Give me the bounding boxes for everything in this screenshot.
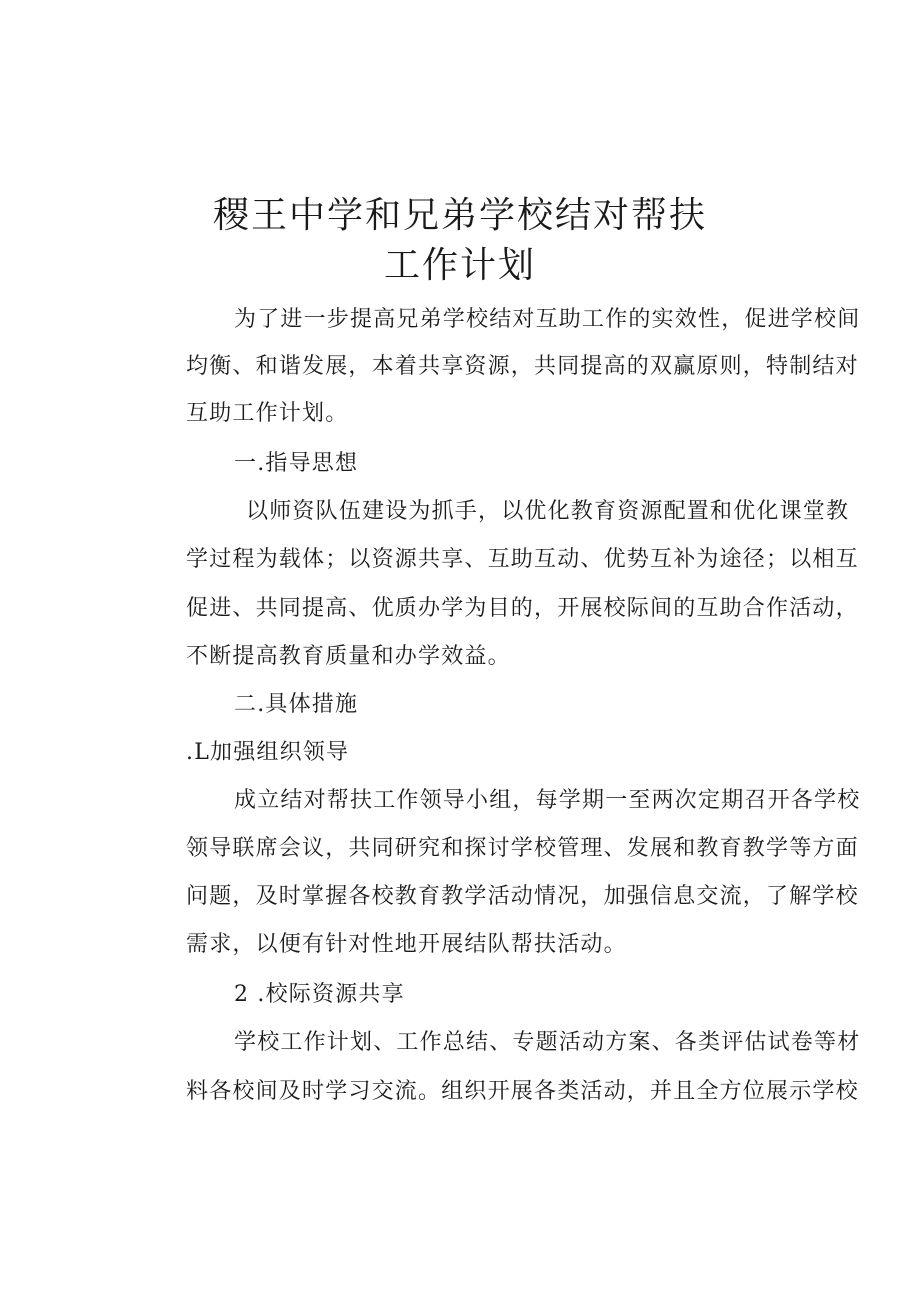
item-2-line-2: 料各校间及时学习交流。组织开展各类活动，并且全方位展示学校 [186, 1079, 859, 1104]
item-1-heading: .L加强组织领导 [186, 740, 350, 765]
item-1-line-4: 需求，以便有针对性地开展结队帮扶活动。 [186, 932, 627, 957]
item-1-line-2: 领导联席会议，共同研究和探讨学校管理、发展和教育教学等方面 [186, 836, 859, 861]
item-1-line-3: 问题，及时掌握各校教育教学活动情况，加强信息交流，了解学校 [186, 884, 859, 909]
intro-line-1: 为了进一步提高兄弟学校结对互助工作的实效性，促进学校间 [234, 307, 861, 332]
section-1-line-3: 促进、共同提高、优质办学为目的，开展校际间的互助合作活动， [186, 596, 859, 621]
section-1-line-4: 不断提高教育质量和办学效益。 [186, 644, 511, 669]
section-1-heading: 一.指导思想 [234, 451, 359, 476]
intro-line-3: 互助工作计划。 [186, 401, 349, 426]
section-2-heading: 二.具体措施 [234, 692, 359, 717]
document-title-line-1: 稷王中学和兄弟学校结对帮扶 [212, 195, 707, 236]
item-2-heading: 2 .校际资源共享 [234, 982, 405, 1007]
item-2-line-1: 学校工作计划、工作总结、专题活动方案、各类评估试卷等材 [234, 1030, 861, 1055]
document-title-line-2: 工作计划 [383, 245, 536, 286]
intro-line-2: 均衡、和谐发展，本着共享资源，共同提高的双赢原则，特制结对 [186, 354, 859, 379]
section-1-line-2: 学过程为载体；以资源共享、互助互动、优势互补为途径；以相互 [186, 547, 859, 572]
item-1-line-1: 成立结对帮扶工作领导小组，每学期一至两次定期召开各学校 [234, 788, 861, 813]
section-1-line-1: 以师资队伍建设为抓手，以优化教育资源配置和优化课堂教 [246, 499, 850, 524]
